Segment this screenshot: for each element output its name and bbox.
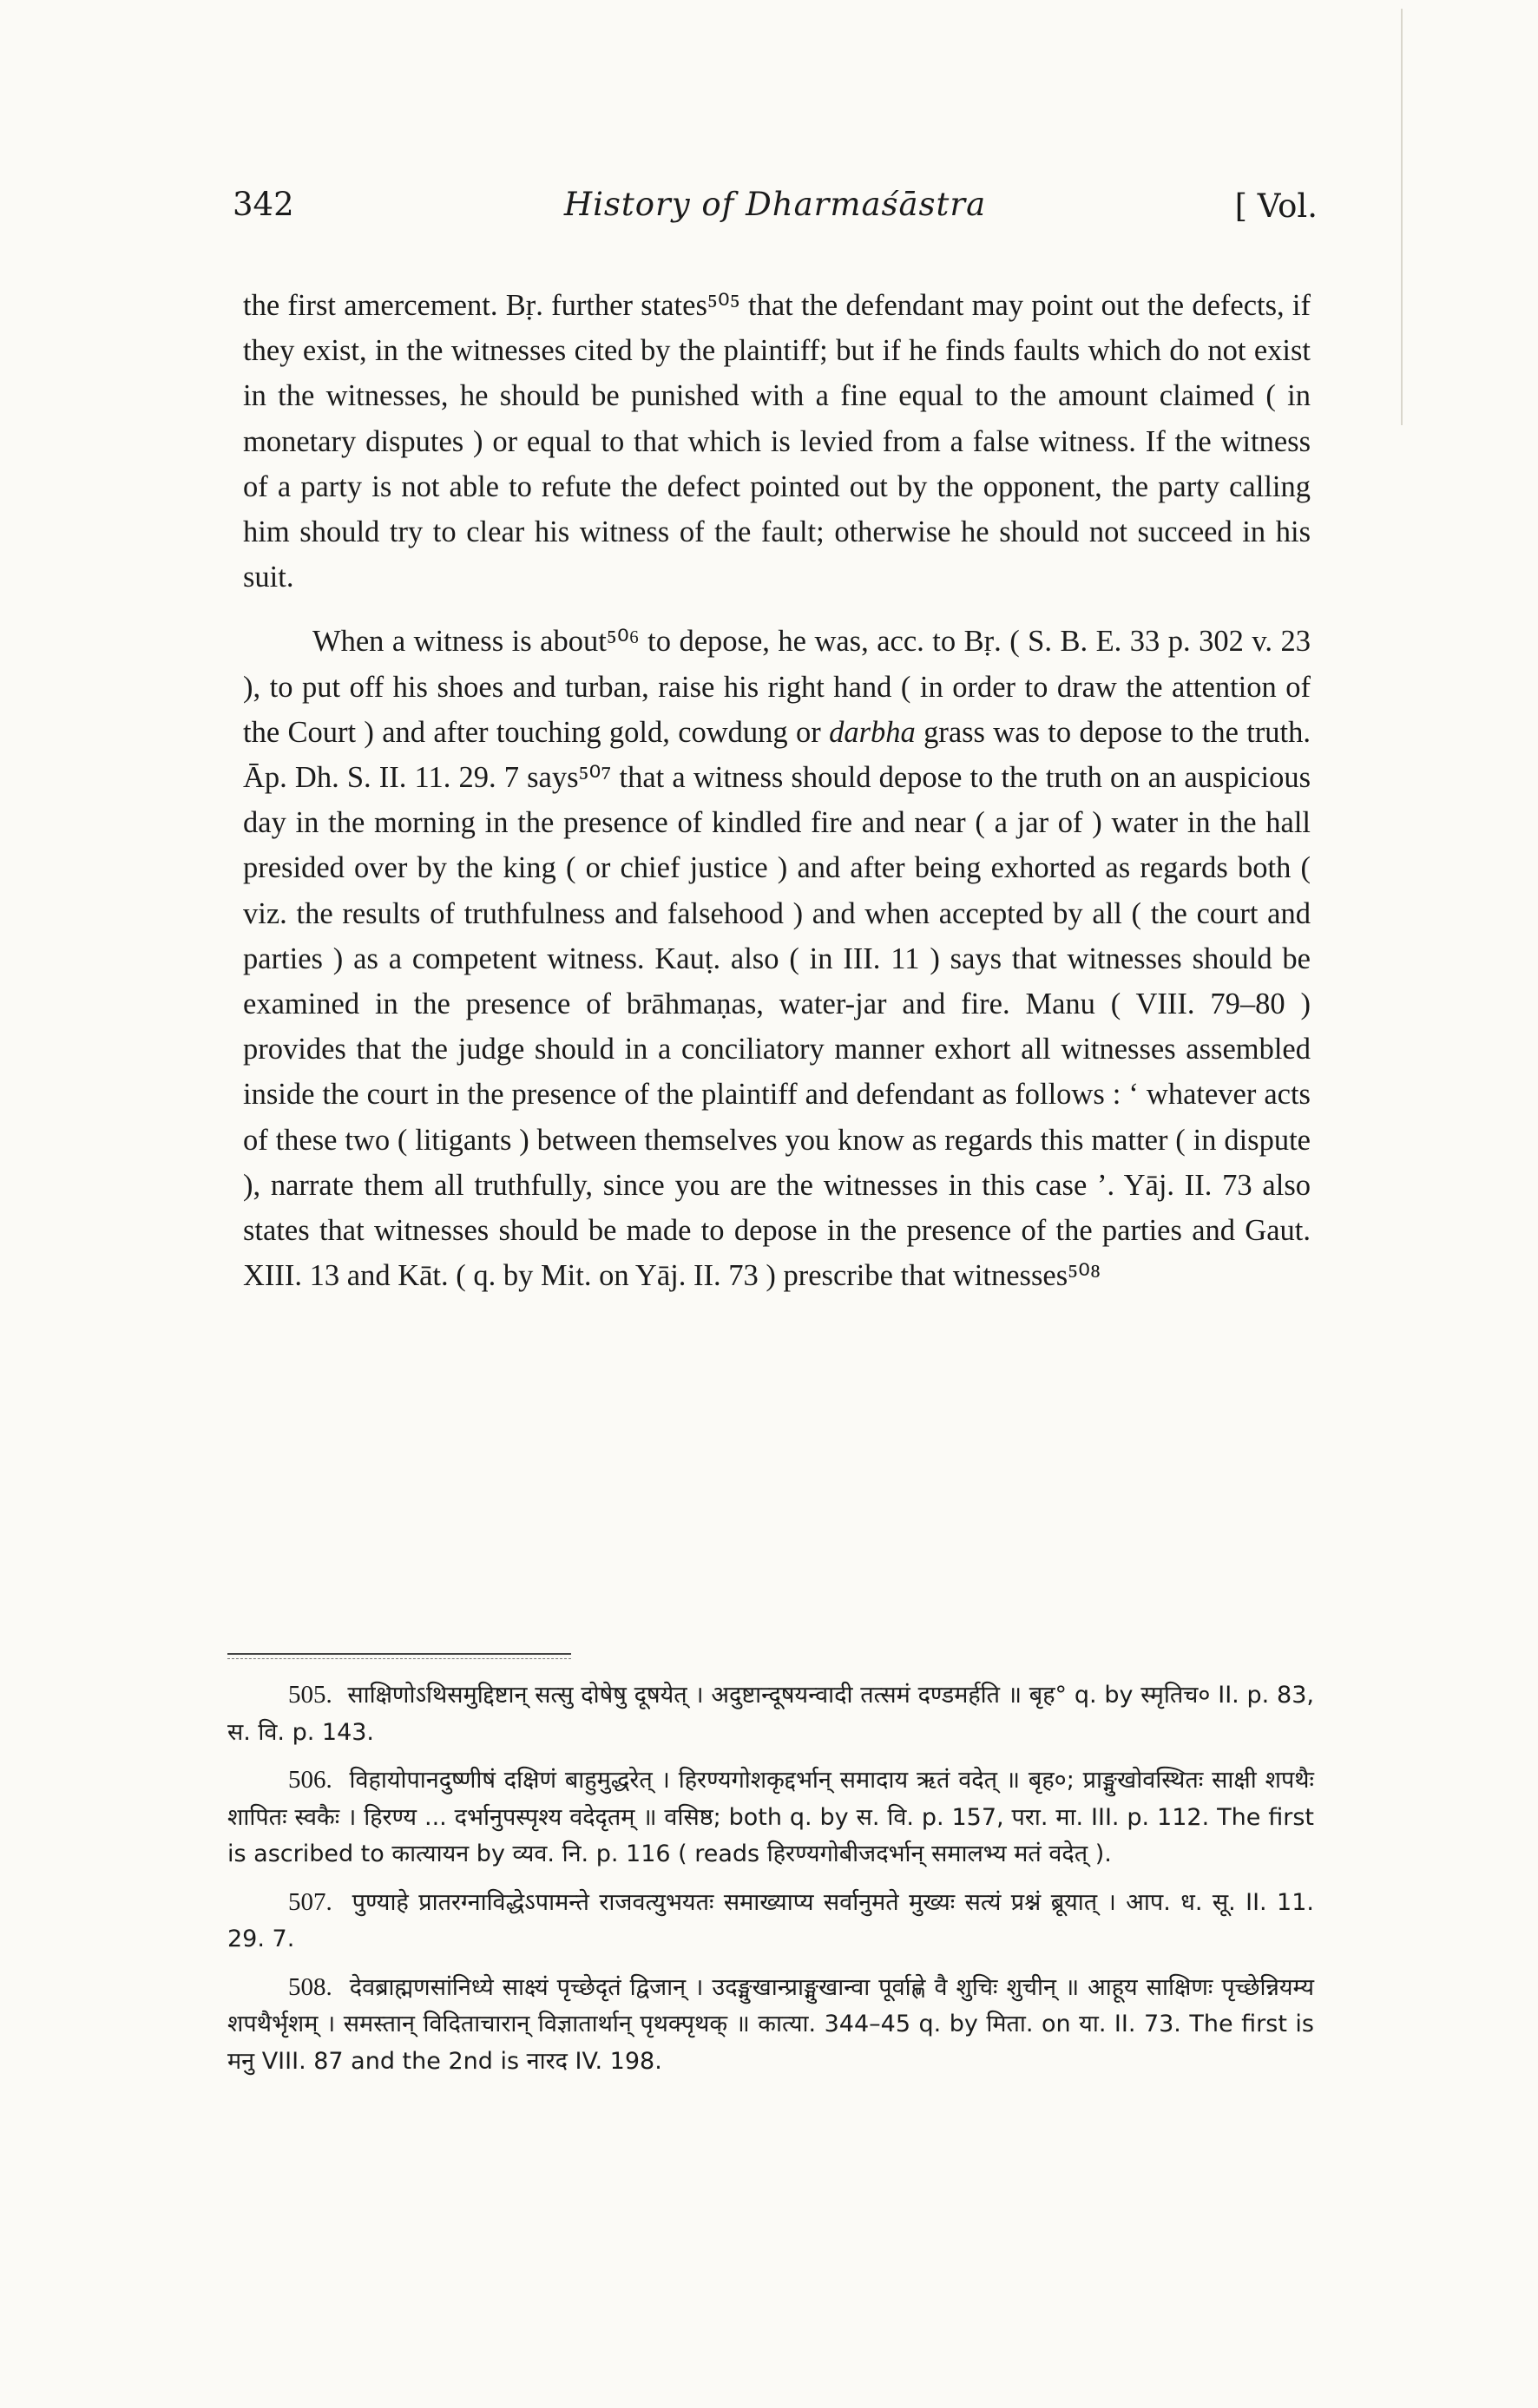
footnote-507 — [227, 1884, 1314, 1959]
footnote-text: विहायोपानदुष्णीषं दक्षिणं बाहुमुद्धरेत् । हिरण्यगोशकृद्दर्भान् समादाय ऋतं वदेत् ॥ बृह०; प्राङ्मुखोवस्थितः साक्षी शपथैः शापितः स्वकैः । हिरण्य ... दर्भानुपस्पृश्य वदेदृतम् ॥ वसिष्ठ; both q. by स. वि. p. 157, परा. मा. III. p. 112. The first is ascribed to कात्यायन by व्यव. नि. p. 116 ( reads हिरण्यगोबीजदर्भान् समालभ्य मतं वदेत् ). — [227, 1767, 1315, 1867]
footnote-number: 507. — [288, 1887, 332, 1916]
paragraph-2-italic-term: darbha — [829, 715, 916, 749]
footnote-number: 505. — [288, 1681, 332, 1709]
page-number: 342 — [233, 186, 294, 223]
footnote-separator — [227, 1653, 571, 1655]
paragraph-2 — [243, 619, 1311, 1298]
running-header — [233, 180, 1318, 233]
paragraph-2-part-b: grass was to depose to the truth. Āp. Dh. S. II. 11. 29. 7 says⁵⁰⁷ that a witness should depose to the truth on an auspicious day in the morning in the presence of kindled fire and near ( a jar of ) water in the hall presided over by the king ( or chief justice ) and after being exhorted as regards both ( viz. the results of truthfulness and falsehood ) and when accepted by all ( the court and parties ) as a competent witness. Kauṭ. also ( in III. 11 ) says that witnesses should be examined in the presence of brāhmaṇas, water-jar and fire. Manu ( VIII. 79–80 ) provides that the judge should in a conciliatory manner exhort all witnesses assembled inside the court in the presence of the plaintiff and defendant as follows : ‘ whatever acts of these two ( litigants ) between themselves you know as regards this matter ( in dispute ), narrate them all truthfully, since you are the witnesses in this case ’. Yāj. II. 73 also states that witnesses should be made to depose in the presence of the parties and Gaut. XIII. 13 and Kāt. ( q. by Mit. on Yāj. II. 73 ) prescribe that witnesses⁵⁰⁸ — [243, 715, 1311, 1293]
main-text — [243, 283, 1311, 1298]
margin-rule — [1401, 9, 1403, 425]
footnote-508 — [227, 1969, 1314, 2081]
running-title: History of Dharmaśāstra — [563, 186, 987, 223]
footnote-text: पुण्याहे प्रातरग्नाविद्धेऽपामन्ते राजवत्युभयतः समाख्याप्य सर्वानुमते मुख्यः सत्यं प्रश्नं ब्रूयात् । आप. ध. सू. II. 11. 29. 7. — [227, 1888, 1314, 1952]
footnote-506 — [227, 1762, 1314, 1873]
paragraph-2-part-a: When a witness is about⁵⁰⁶ to depose, he was, acc. to Bṛ. ( S. B. E. 33 p. 302 v. 23 ), to put off his shoes and turban, raise his right hand ( in order to draw the attention of the Court ) and after touching gold, cowdung or — [243, 625, 1311, 749]
footnotes — [227, 1676, 1314, 2090]
footnote-separator-dashed — [227, 1658, 571, 1659]
footnote-number: 508. — [288, 1972, 332, 2001]
paragraph-1: the first amercement. Bṛ. further states⁵⁰⁵ that the defendant may point out the defects, if they exist, in the witnesses cited by the plaintiff; but if he finds faults which do not exist in the witnesses, he should be punished with a fine equal to the amount claimed ( in monetary disputes ) or equal to that which is levied from a false witness. If the witness of a party is not able to refute the defect pointed out by the opponent, the party calling him should try to clear his witness of the fault; otherwise he should not succeed in his suit. — [243, 289, 1311, 594]
footnote-text: साक्षिणोऽथिसमुद्दिष्टान् सत्सु दोषेषु दूषयेत् । अदुष्टान्दूषयन्वादी तत्समं दण्डमर्हति ॥ बृह° q. by स्मृतिच० II. p. 83, स. वि. p. 143. — [227, 1682, 1314, 1746]
footnote-text: देवब्राह्मणसांनिध्ये साक्ष्यं पृच्छेदृतं द्विजान् । उदङ्मुखान्प्राङ्मुखान्वा पूर्वाह्णे वै शुचिः शुचीन् ॥ आहूय साक्षिणः पृच्छेन्नियम्य शपथैर्भृशम् । समस्तान् विदिताचारान् विज्ञातार्थान् पृथक्पृथक् ॥ कात्या. 344–45 q. by मिता. on या. II. 73. The first is मनु VIII. 87 and the 2nd is नारद IV. 198. — [227, 1973, 1314, 2075]
footnote-number: 506. — [288, 1766, 332, 1794]
volume-label: [ Vol. — [1234, 187, 1318, 225]
footnote-505 — [227, 1676, 1314, 1751]
